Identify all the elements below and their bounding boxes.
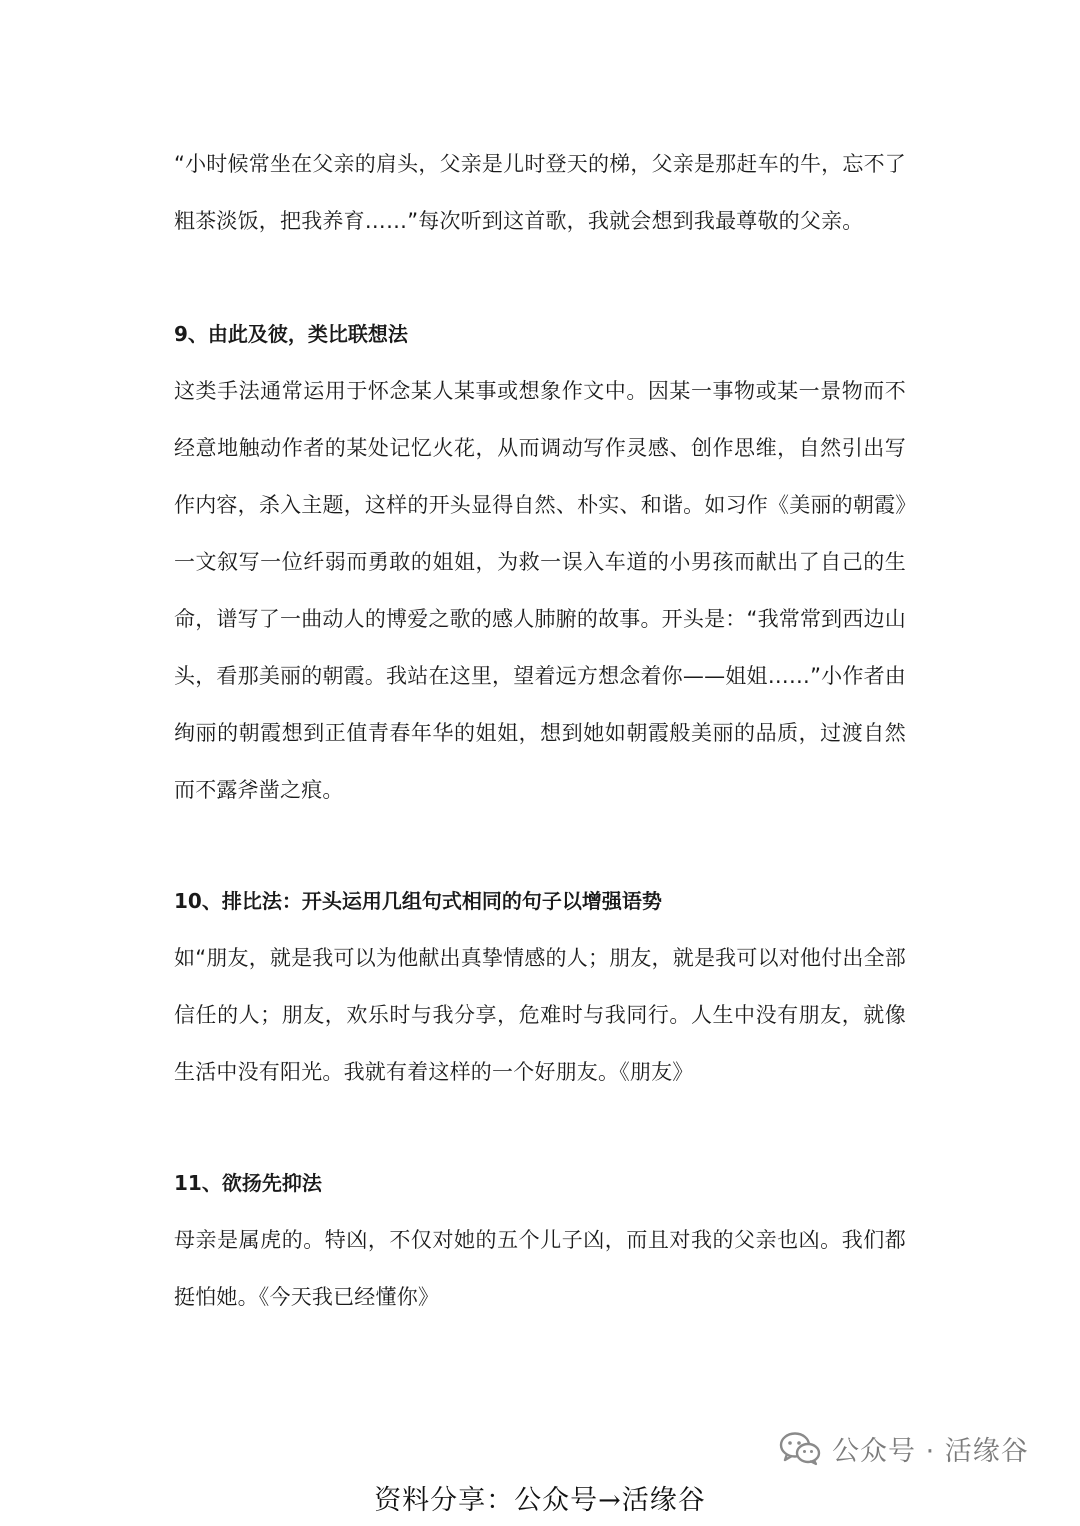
wechat-icon [778, 1430, 822, 1466]
section-10-heading: 10、排比法：开头运用几组句式相同的句子以增强语势 [174, 889, 662, 913]
section-9-heading: 9、由此及彼，类比联想法 [174, 322, 408, 346]
section-11-paragraph: 母亲是属虎的。特凶，不仅对她的五个儿子凶，而且对我的父亲也凶。我们都挺怕她。《今天我已经懂你》 [174, 1228, 906, 1309]
section-9-paragraph: 这类手法通常运用于怀念某人某事或想象作文中。因某一事物或某一景物而不经意地触动作者的某处记忆火花，从而调动写作灵感、创作思维，自然引出写作内容，杀入主题，这样的开头显得自然、朴实、和谐。如习作《美丽的朝霞》一文叙写一位纤弱而勇敢的姐姐，为救一误入车道的小男孩而献出了自己的生命，谱写了一曲动人的博爱之歌的感人肺腑的故事。开头是：“我常常到西边山头，看那美丽的朝霞。我站在这里，望着远方想念着你——姐姐……”小作者由绚丽的朝霞想到正值青春年华的姐姐，想到她如朝霞般美丽的品质，过渡自然而不露斧凿之痕。 [174, 379, 906, 802]
watermark-text: 公众号 · 活缘谷 [832, 1435, 1029, 1467]
footer-share-note: 资料分享：公众号→活缘谷 [374, 1485, 706, 1516]
article-body [174, 136, 906, 1326]
wechat-watermark [778, 1428, 1029, 1468]
spacer [174, 1101, 906, 1155]
section-11-heading: 11、欲扬先抑法 [174, 1171, 322, 1195]
spacer [174, 819, 906, 873]
song-lyric-paragraph: “小时候常坐在父亲的肩头，父亲是儿时登天的梯，父亲是那赶车的牛，忘不了粗茶淡饭，把我养育……”每次听到这首歌，我就会想到我最尊敬的父亲。 [174, 152, 906, 233]
section-10-paragraph: 如“朋友，就是我可以为他献出真挚情感的人；朋友，就是我可以对他付出全部信任的人；朋友，欢乐时与我分享，危难时与我同行。人生中没有朋友，就像生活中没有阳光。我就有着这样的一个好朋友。《朋友》 [174, 946, 906, 1084]
spacer [174, 250, 906, 306]
